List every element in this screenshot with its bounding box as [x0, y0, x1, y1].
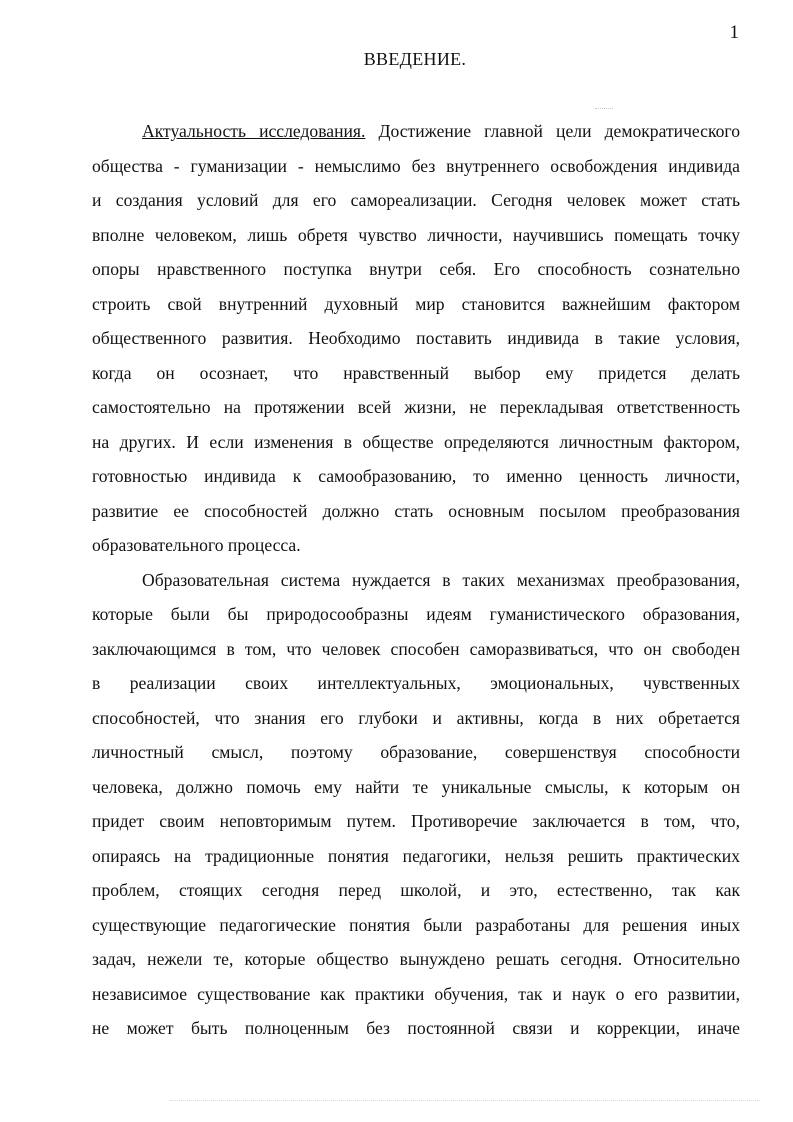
text-line: существующие педагогические понятия были разработаны для решения иных [92, 914, 740, 935]
text-line: опираясь на традиционные понятия педагогики, нельзя решить практических [92, 845, 740, 866]
page-title: ВВЕДЕНИЕ. [363, 49, 467, 69]
text-line: проблем, стоящих сегодня перед школой, и это, естественно, так как [92, 880, 740, 900]
body-text [92, 114, 740, 1046]
text-line: и создания условий для его самореализации. Сегодня человек может стать [92, 190, 740, 210]
text-line: образовательного процесса. [92, 535, 301, 555]
text-line: Образовательная система нуждается в таких механизмах преобразования, [142, 569, 740, 590]
text-line: независимое существование как практики обучения, так и наук о его развитии, [92, 983, 740, 1004]
text-line: способностей, что знания его глубоки и активны, когда в них обретается [92, 707, 740, 728]
text-line: которые были бы природосообразны идеям гуманистического образования, [92, 604, 740, 624]
text-line: придет своим неповторимым путем. Противоречие заключается в том, что, [92, 811, 740, 831]
text-line: общества - гуманизации - немыслимо без внутреннего освобождения индивида [92, 155, 740, 176]
text-line: личностный смысл, поэтому образование, совершенствуя способности [92, 742, 740, 762]
text-line: опоры нравственного поступка внутри себя. Его способность сознательно [92, 259, 740, 279]
text-line: когда он осознает, что нравственный выбор ему придется делать [92, 362, 740, 383]
text-line: Актуальность исследования. Достижение главной цели демократического [142, 121, 740, 141]
text-line: развитие ее способностей должно стать основным посылом преобразования [92, 500, 740, 521]
scan-artifact-bottom [170, 1100, 760, 1102]
text-line: заключающимся в том, что человек способен саморазвиваться, что он свободен [92, 638, 740, 659]
text-line: готовностью индивида к самообразованию, то именно ценность личности, [92, 466, 740, 486]
text-line: строить свой внутренний духовный мир становится важнейшим фактором [92, 293, 740, 314]
text-line: в реализации своих интеллектуальных, эмоциональных, чувственных [92, 673, 740, 693]
text-line: самостоятельно на протяжении всей жизни, не перекладывая ответственность [92, 397, 740, 417]
text-line: общественного развития. Необходимо поставить индивида в такие условия, [92, 328, 740, 348]
text-line: на других. И если изменения в обществе определяются личностным фактором, [92, 431, 740, 452]
text-line: человека, должно помочь ему найти те уникальные смыслы, к которым он [92, 776, 740, 797]
page-number: 1 [729, 22, 739, 43]
text-line: вполне человеком, лишь обретя чувство личности, научившись помещать точку [92, 224, 740, 245]
text-line: задач, нежели те, которые общество вынуждено решать сегодня. Относительно [92, 949, 740, 969]
section-heading: Актуальность исследования. [142, 121, 366, 141]
text-line: не может быть полноценным без постоянной связи и коррекции, иначе [92, 1018, 740, 1038]
